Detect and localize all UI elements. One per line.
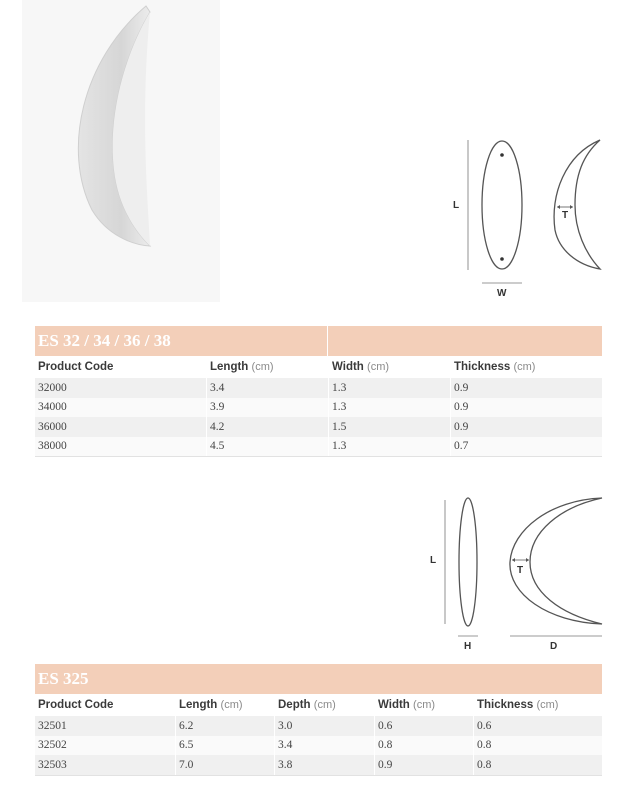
cell-width: 1.3 <box>328 398 450 418</box>
column-header: Thickness (cm) <box>450 356 602 378</box>
column-header: Depth (cm) <box>274 694 374 716</box>
column-header: Thickness (cm) <box>473 694 602 716</box>
front-view-outline <box>459 498 477 626</box>
cell-width: 1.3 <box>328 437 450 457</box>
cell-product-code: 32502 <box>38 739 67 752</box>
column-header: Length (cm) <box>206 356 328 378</box>
table-header-row <box>35 356 602 378</box>
cell-length: 4.2 <box>206 417 328 437</box>
cell-thickness: 0.9 <box>450 398 602 418</box>
table-title: ES 325 <box>38 669 89 688</box>
cell-product-code: 36000 <box>38 420 67 433</box>
cell-thickness: 0.6 <box>473 716 602 736</box>
table-row <box>35 417 602 437</box>
front-view-outline <box>482 141 522 269</box>
column-header: Product Code <box>38 361 114 373</box>
cell-product-code: 32501 <box>38 719 67 732</box>
cell-length: 6.2 <box>175 716 274 736</box>
cell-length: 6.5 <box>175 736 274 756</box>
cell-thickness: 0.9 <box>450 417 602 437</box>
cell-thickness: 0.7 <box>450 437 602 457</box>
spec-table-es325 <box>35 664 602 776</box>
cell-length: 7.0 <box>175 755 274 775</box>
length-label: L <box>453 200 460 211</box>
depth-label: D <box>550 641 558 652</box>
table-row <box>35 378 602 398</box>
height-label: H <box>464 641 472 652</box>
cell-width: 0.8 <box>374 736 473 756</box>
cell-product-code: 34000 <box>38 401 67 414</box>
cell-thickness: 0.8 <box>473 755 602 775</box>
table-row <box>35 398 602 418</box>
cell-width: 1.5 <box>328 417 450 437</box>
table-row <box>35 437 602 457</box>
column-header: Width (cm) <box>374 694 473 716</box>
cell-depth: 3.4 <box>274 736 374 756</box>
length-label: L <box>430 555 437 566</box>
product-photo <box>22 0 220 302</box>
column-header: Width (cm) <box>328 356 450 378</box>
cell-product-code: 32503 <box>38 758 67 771</box>
spec-table-es32 <box>35 326 602 457</box>
table-title-bar <box>35 326 602 356</box>
cell-depth: 3.0 <box>274 716 374 736</box>
table-row <box>35 755 602 775</box>
cell-thickness: 0.8 <box>473 736 602 756</box>
cell-length: 3.4 <box>206 378 328 398</box>
cell-width: 0.9 <box>374 755 473 775</box>
cell-product-code: 38000 <box>38 440 67 453</box>
thickness-label: T <box>562 210 569 221</box>
cell-length: 4.5 <box>206 437 328 457</box>
table-header-row <box>35 694 602 716</box>
table-title: ES 32 / 34 / 36 / 38 <box>38 331 171 350</box>
cell-width: 0.6 <box>374 716 473 736</box>
column-header: Product Code <box>38 699 114 711</box>
cell-product-code: 32000 <box>38 381 67 394</box>
column-header: Length (cm) <box>175 694 274 716</box>
table-row <box>35 716 602 736</box>
diagram-es32 <box>455 135 605 305</box>
crescent-implant-image <box>22 0 220 302</box>
cell-depth: 3.8 <box>274 755 374 775</box>
diagram-es325 <box>430 492 605 657</box>
cell-width: 1.3 <box>328 378 450 398</box>
width-label: W <box>497 288 507 299</box>
side-view-outline <box>510 498 602 624</box>
cell-length: 3.9 <box>206 398 328 418</box>
table-row <box>35 736 602 756</box>
thickness-label: T <box>517 565 524 576</box>
side-view-outline <box>554 140 600 269</box>
table-title-bar <box>35 664 602 694</box>
cell-thickness: 0.9 <box>450 378 602 398</box>
